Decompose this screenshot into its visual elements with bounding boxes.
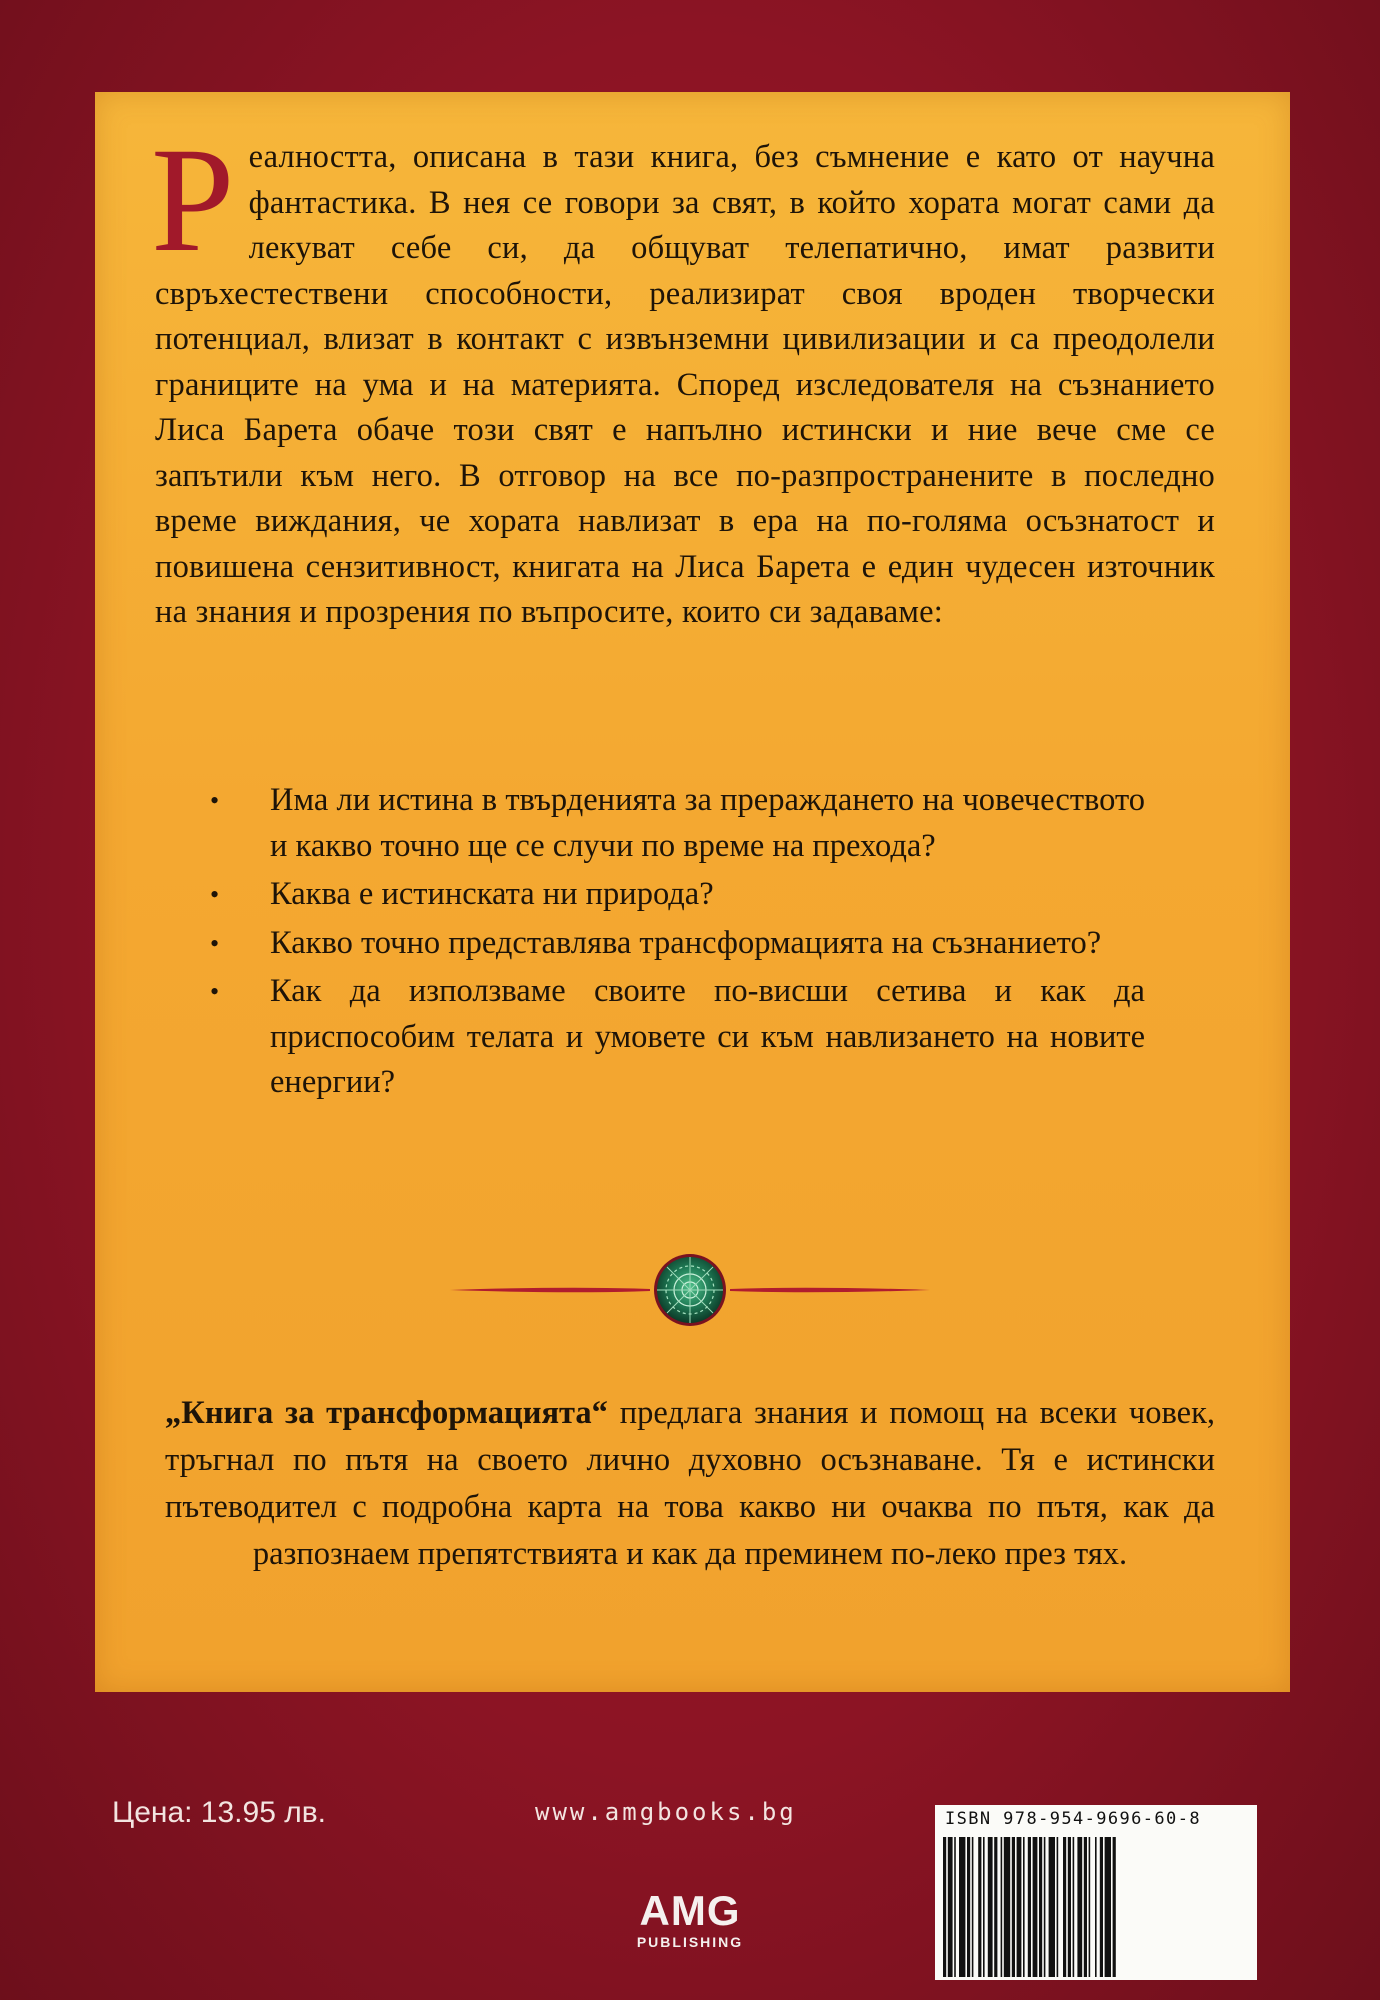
publisher-name: AMG bbox=[639, 1887, 741, 1934]
bullet-icon: • bbox=[210, 880, 220, 909]
mandala-icon bbox=[654, 1254, 726, 1326]
list-item: • Какво точно представлява трансформацията на съзнанието? bbox=[200, 921, 1145, 967]
question-list bbox=[200, 778, 1145, 1109]
isbn-label: ISBN 978-954-9696-60-8 bbox=[945, 1809, 1201, 1829]
intro-text: еалността, описана в тази книга, без съмнение е като от научна фантастика. В нея се говори за свят, в който хората могат сами да лекуват себе си, да общуват телепатично, имат развити свръхестествени способности, реализират своя вроден творчески потенциал, влизат в контакт с извънземни цивилизации и са преодолели границите на ума и на материята. Според изследователя на съзнанието Лиса Барета обаче този свят е напълно истински и ние вече сме се запътили към него. В отговор на все по-разпространените в последно време виждания, че хората навлизат в ера на по-голяма осъзнатост и повишена сензитивност, книгата на Лиса Барета е един чудесен източник на знания и прозрения по въпросите, които си задаваме: bbox=[155, 139, 1215, 630]
intro-paragraph bbox=[151, 117, 1215, 636]
closing-text: предлага знания и помощ на всеки човек, тръгнал по пътя на своето лично духовно осъзнаване. Тя е истински пътеводител с подробна карта на това какво ни очаква по пътя, как да разпознаем препятствията и как да преминем по-леко през тях. bbox=[165, 1395, 1216, 1572]
publisher-logo bbox=[620, 1887, 760, 1950]
closing-paragraph bbox=[165, 1390, 1215, 1578]
barcode bbox=[935, 1805, 1257, 1980]
list-item: • Има ли истина в твърденията за прераждането на човечеството и какво точно ще се случи по време на прехода? bbox=[200, 778, 1145, 869]
price-label: Цена: 13.95 лв. bbox=[112, 1796, 326, 1829]
website-link[interactable]: www.amgbooks.bg bbox=[535, 1798, 797, 1826]
ornament-divider bbox=[450, 1250, 930, 1330]
list-item: • Каква е истинската ни природа? bbox=[200, 872, 1145, 918]
bullet-icon: • bbox=[210, 786, 220, 815]
barcode-bars-icon bbox=[943, 1837, 1249, 1977]
bullet-icon: • bbox=[210, 928, 220, 958]
drop-cap: Р bbox=[151, 117, 235, 283]
divider-line-right bbox=[730, 1288, 930, 1293]
publisher-tagline: PUBLISHING bbox=[636, 1934, 744, 1950]
book-title: „Книга за трансформацията“ bbox=[165, 1395, 608, 1431]
list-item: • Как да използваме своите по-висши сетива и как да приспособим телата и умовете си към навлизането на новите енергии? bbox=[200, 969, 1145, 1106]
bullet-icon: • bbox=[210, 977, 220, 1006]
divider-line-left bbox=[450, 1288, 650, 1293]
